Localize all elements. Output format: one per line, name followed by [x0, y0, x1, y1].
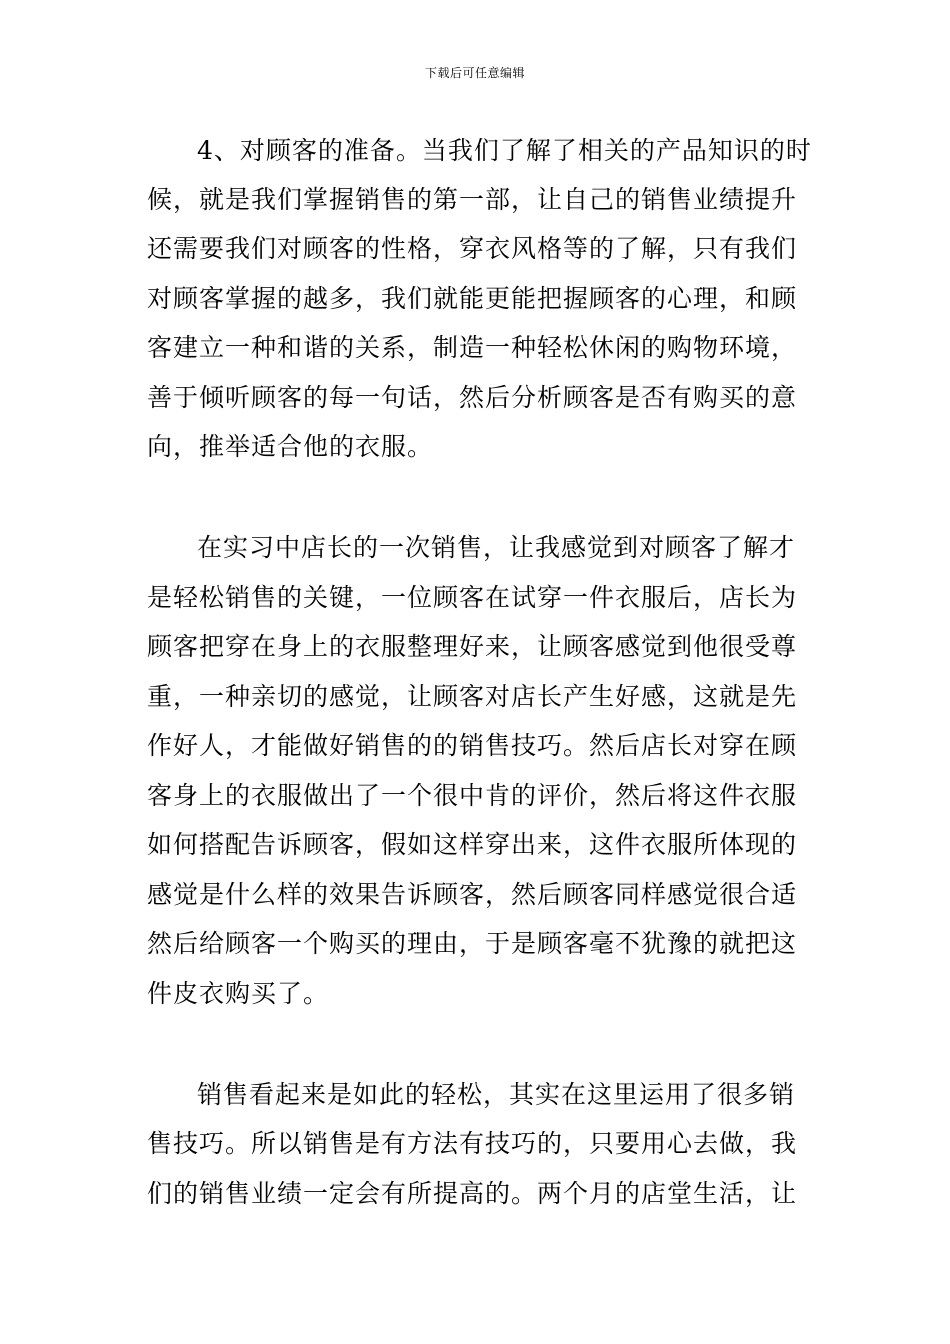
text-line: 善于倾听顾客的每一句话，然后分析顾客是否有购买的意: [147, 383, 798, 412]
text-line: 是轻松销售的关键，一位顾客在试穿一件衣服后，店长为: [147, 583, 798, 612]
text-line: 作好人，才能做好销售的的销售技巧。然后店长对穿在顾: [147, 731, 798, 760]
text-line: 对顾客掌握的越多，我们就能更能把握顾客的心理，和顾: [147, 284, 798, 313]
text-line: 客建立一种和谐的关系，制造一种轻松休闲的购物环境，: [147, 333, 798, 362]
text-line: 销售看起来是如此的轻松，其实在这里运用了很多销: [197, 1080, 796, 1109]
text-line: 感觉是什么样的效果告诉顾客，然后顾客同样感觉很合适: [147, 880, 798, 909]
text-line: 4、对顾客的准备。当我们了解了相关的产品知识的时: [197, 136, 812, 165]
text-line: 客身上的衣服做出了一个很中肯的评价，然后将这件衣服: [147, 781, 798, 810]
text-line: 如何搭配告诉顾客，假如这样穿出来，这件衣服所体现的: [147, 830, 798, 859]
text-line: 然后给顾客一个购买的理由，于是顾客毫不犹豫的就把这: [147, 929, 798, 958]
text-line: 顾客把穿在身上的衣服整理好来，让顾客感觉到他很受尊: [147, 632, 798, 661]
text-line: 们的销售业绩一定会有所提高的。两个月的店堂生活，让: [147, 1179, 798, 1208]
text-line: 在实习中店长的一次销售，让我感觉到对顾客了解才: [197, 533, 796, 562]
text-line: 件皮衣购买了。: [147, 979, 330, 1008]
text-line: 售技巧。所以销售是有方法有技巧的，只要用心去做，我: [147, 1129, 798, 1158]
text-line: 候，就是我们掌握销售的第一部，让自己的销售业绩提升: [147, 185, 798, 214]
page-header: 下载后可任意编辑: [424, 66, 525, 80]
text-line: 向，推举适合他的衣服。: [147, 432, 434, 461]
text-line: 重，一种亲切的感觉，让顾客对店长产生好感，这就是先: [147, 682, 798, 711]
text-line: 还需要我们对顾客的性格，穿衣风格等的了解，只有我们: [147, 234, 798, 263]
